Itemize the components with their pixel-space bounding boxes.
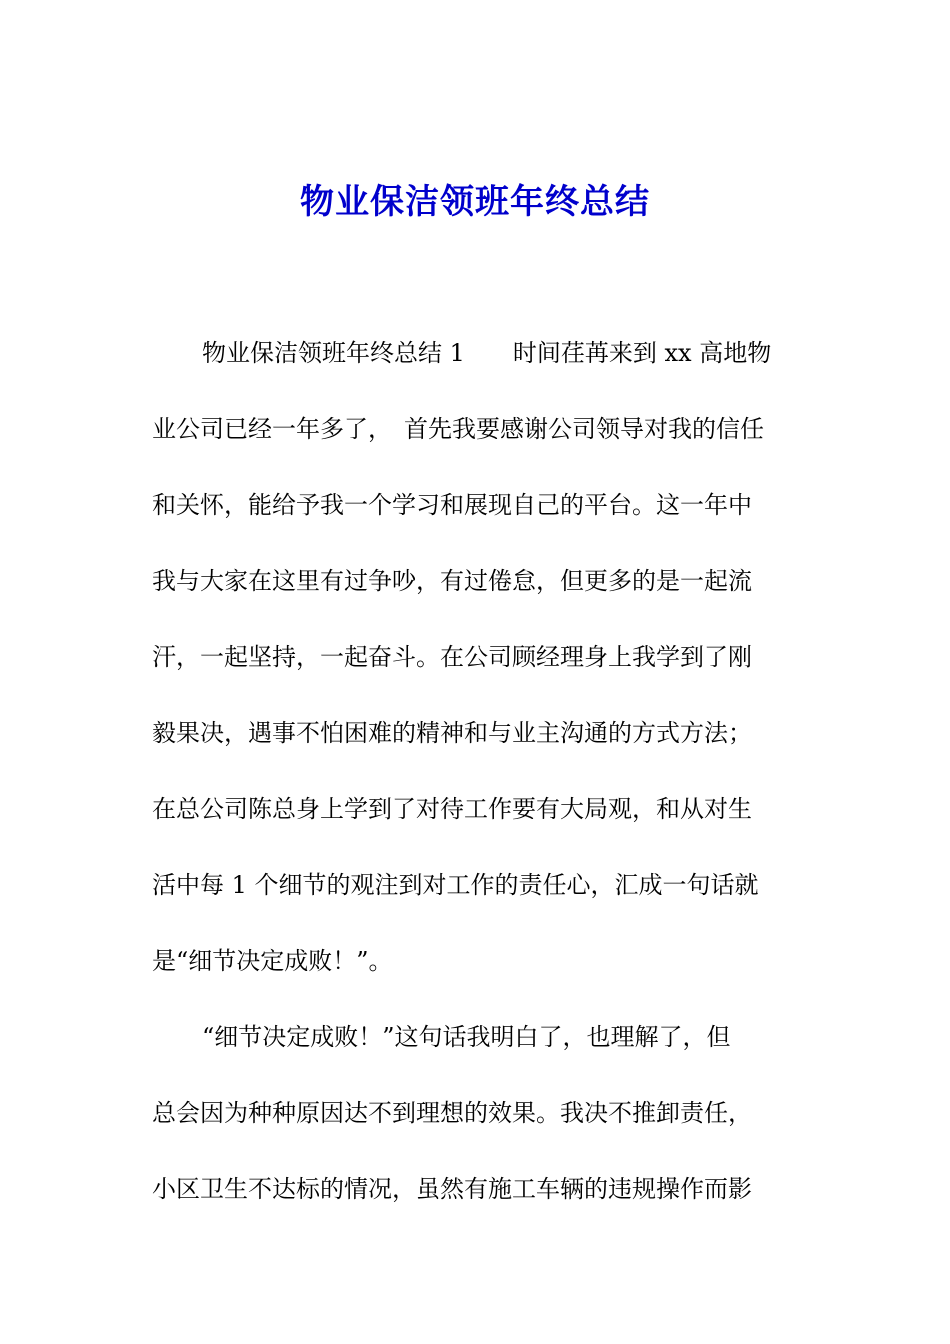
- paragraph-line: 在总公司陈总身上学到了对待工作要有大局观，和从对生: [152, 795, 752, 823]
- paragraph-line: 物业保洁领班年终总结 1 时间荏苒来到 xx 高地物: [202, 339, 772, 367]
- paragraph-line: 小区卫生不达标的情况，虽然有施工车辆的违规操作而影: [152, 1175, 752, 1203]
- document-title: 物业保洁领班年终总结: [300, 182, 650, 222]
- paragraph-line: “细节决定成败！”这句话我明白了，也理解了，但: [202, 1023, 731, 1051]
- paragraph-line: 总会因为种种原因达不到理想的效果。我决不推卸责任，: [152, 1099, 752, 1127]
- paragraph-line: 和关怀，能给予我一个学习和展现自己的平台。这一年中: [152, 491, 752, 519]
- paragraph-line: 毅果决，遇事不怕困难的精神和与业主沟通的方式方法；: [152, 719, 752, 747]
- document-body: [152, 324, 804, 1236]
- paragraph-line: 汗，一起坚持，一起奋斗。在公司顾经理身上我学到了刚: [152, 643, 752, 671]
- paragraph-line: 业公司已经一年多了， 首先我要感谢公司领导对我的信任: [152, 415, 764, 443]
- paragraph-line: 我与大家在这里有过争吵，有过倦怠，但更多的是一起流: [152, 567, 752, 595]
- paragraph-line: 是“细节决定成败！”。: [152, 947, 393, 975]
- paragraph-line: 活中每 1 个细节的观注到对工作的责任心，汇成一句话就: [152, 871, 759, 899]
